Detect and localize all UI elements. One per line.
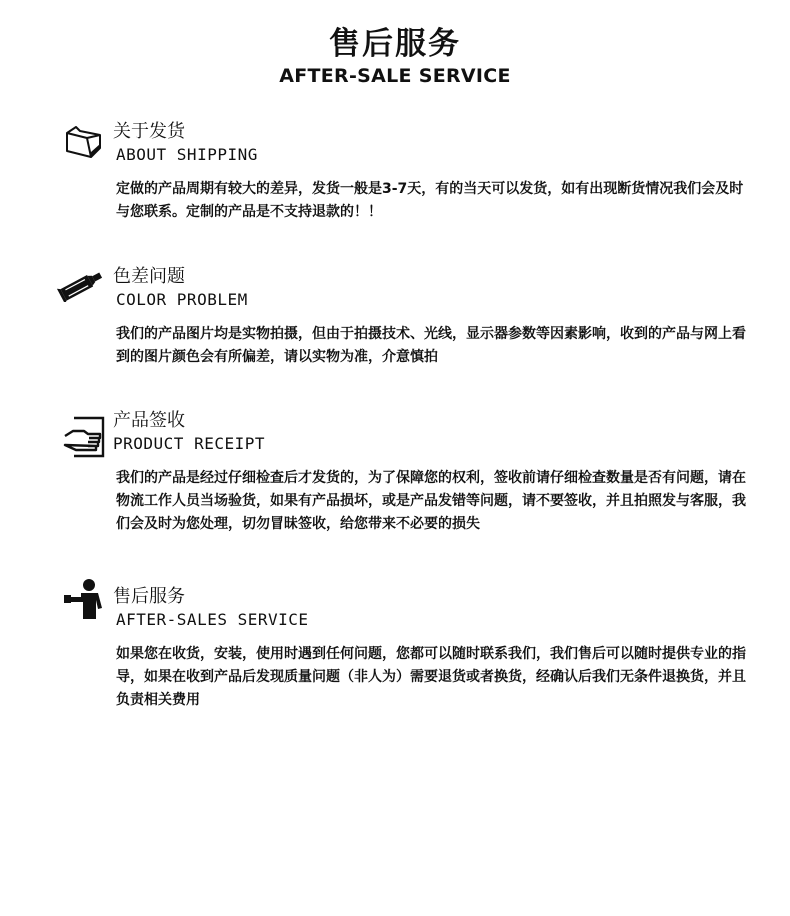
section-title: 售后服务 bbox=[113, 586, 185, 607]
section-title: 色差问题 bbox=[113, 266, 185, 287]
page-subtitle: AFTER-SALE SERVICE bbox=[279, 65, 511, 87]
section-body: 如果您在收货，安装，使用时遇到任何问题，您都可以随时联系我们，我们售后可以随时提供专业的指导，如果在收到产品后发现质量问题（非人为）需要退货或者换货，经确认后我们无条件退换货，并且负责相关费用 bbox=[116, 646, 746, 708]
paint-tube-icon bbox=[57, 268, 105, 302]
service-person-icon bbox=[62, 578, 106, 620]
section-title: 产品签收 bbox=[113, 410, 185, 431]
section-subtitle: AFTER-SALES SERVICE bbox=[116, 610, 309, 629]
section-title: 关于发货 bbox=[113, 121, 185, 142]
section-subtitle: COLOR PROBLEM bbox=[116, 290, 248, 309]
section-subtitle: ABOUT SHIPPING bbox=[116, 145, 258, 164]
section-body: 定做的产品周期有较大的差异，发货一般是3-7天，有的当天可以发货，如有出现断货情况我们会及时与您联系。定制的产品是不支持退款的！！ bbox=[116, 181, 744, 220]
section-subtitle: PRODUCT RECEIPT bbox=[113, 434, 265, 453]
section-body: 我们的产品图片均是实物拍摄，但由于拍摄技术、光线，显示器参数等因素影响，收到的产品与网上看到的图片颜色会有所偏差，请以实物为准，介意慎拍 bbox=[116, 326, 746, 365]
page-title: 售后服务 bbox=[329, 26, 461, 62]
hand-receipt-icon bbox=[62, 414, 106, 460]
section-body: 我们的产品是经过仔细检查后才发货的，为了保障您的权利，签收前请仔细检查数量是否有问题，请在物流工作人员当场验货，如果有产品损坏，或是产品发错等问题，请不要签收，并且拍照发与客服，我们会及时为您处理，切勿冒昧签收，给您带来不必要的损失 bbox=[116, 470, 746, 532]
folder-icon bbox=[64, 124, 104, 160]
